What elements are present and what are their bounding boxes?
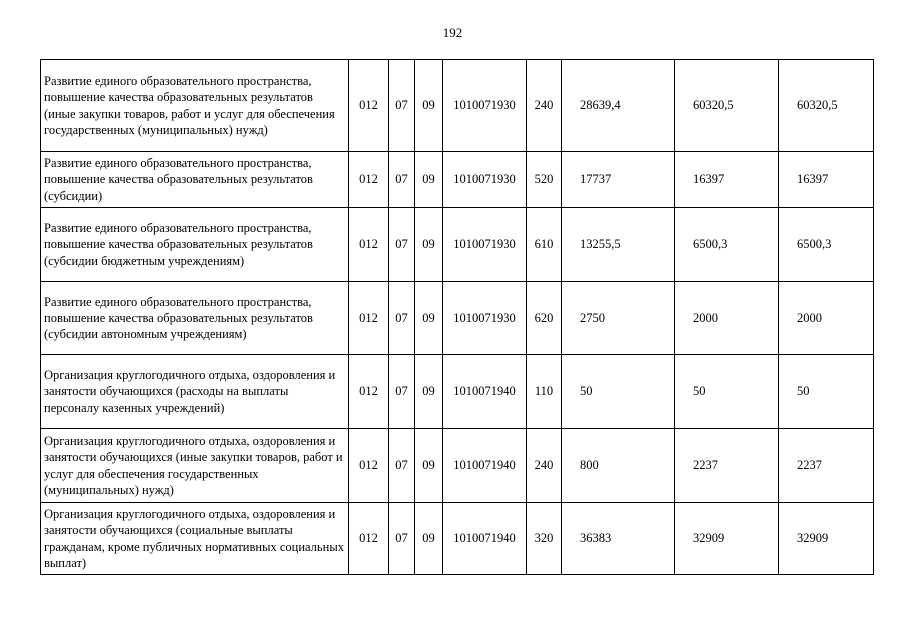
table-row <box>41 282 874 355</box>
expense-name-cell: Развитие единого образовательного пространства, повышение качества образовательных результатов (субсидии бюджетным учреждениям) <box>41 208 349 282</box>
table-row <box>41 429 874 503</box>
ministry-code-cell: 012 <box>349 152 389 208</box>
amount-2-cell: 6500,3 <box>675 208 779 282</box>
target-code-cell: 1010071940 <box>443 503 527 575</box>
expense-name-cell: Развитие единого образовательного пространства, повышение качества образовательных результатов (субсидии автономным учреждениям) <box>41 282 349 355</box>
section-code-cell: 07 <box>389 60 415 152</box>
amount-2-cell: 2237 <box>675 429 779 503</box>
expense-type-cell: 240 <box>527 429 562 503</box>
expense-type-cell: 610 <box>527 208 562 282</box>
target-code-cell: 1010071930 <box>443 152 527 208</box>
subsection-code-cell: 09 <box>415 152 443 208</box>
ministry-code-cell: 012 <box>349 282 389 355</box>
amount-1-cell: 800 <box>562 429 675 503</box>
subsection-code-cell: 09 <box>415 429 443 503</box>
expense-name-cell: Развитие единого образовательного пространства, повышение качества образовательных результатов (субсидии) <box>41 152 349 208</box>
amount-1-cell: 2750 <box>562 282 675 355</box>
amount-3-cell: 2000 <box>779 282 874 355</box>
amount-1-cell: 13255,5 <box>562 208 675 282</box>
amount-1-cell: 28639,4 <box>562 60 675 152</box>
amount-2-cell: 60320,5 <box>675 60 779 152</box>
amount-1-cell: 17737 <box>562 152 675 208</box>
amount-3-cell: 16397 <box>779 152 874 208</box>
section-code-cell: 07 <box>389 208 415 282</box>
table-row <box>41 208 874 282</box>
section-code-cell: 07 <box>389 503 415 575</box>
table-row <box>41 152 874 208</box>
target-code-cell: 1010071930 <box>443 60 527 152</box>
expense-name-cell: Организация круглогодичного отдыха, оздоровления и занятости обучающихся (социальные выплаты гражданам, кроме публичных нормативных социальных выплат) <box>41 503 349 575</box>
target-code-cell: 1010071930 <box>443 208 527 282</box>
ministry-code-cell: 012 <box>349 429 389 503</box>
ministry-code-cell: 012 <box>349 355 389 429</box>
amount-2-cell: 50 <box>675 355 779 429</box>
expense-name-cell: Организация круглогодичного отдыха, оздоровления и занятости обучающихся (иные закупки товаров, работ и услуг для обеспечения государственных (муниципальных) нужд) <box>41 429 349 503</box>
section-code-cell: 07 <box>389 429 415 503</box>
target-code-cell: 1010071930 <box>443 282 527 355</box>
ministry-code-cell: 012 <box>349 208 389 282</box>
amount-3-cell: 2237 <box>779 429 874 503</box>
amount-2-cell: 32909 <box>675 503 779 575</box>
section-code-cell: 07 <box>389 152 415 208</box>
amount-3-cell: 50 <box>779 355 874 429</box>
amount-2-cell: 16397 <box>675 152 779 208</box>
amount-3-cell: 6500,3 <box>779 208 874 282</box>
table-row <box>41 355 874 429</box>
expense-type-cell: 620 <box>527 282 562 355</box>
ministry-code-cell: 012 <box>349 60 389 152</box>
expense-name-cell: Организация круглогодичного отдыха, оздоровления и занятости обучающихся (расходы на выплаты персоналу казенных учреждений) <box>41 355 349 429</box>
subsection-code-cell: 09 <box>415 282 443 355</box>
section-code-cell: 07 <box>389 355 415 429</box>
expense-type-cell: 520 <box>527 152 562 208</box>
target-code-cell: 1010071940 <box>443 355 527 429</box>
expense-type-cell: 320 <box>527 503 562 575</box>
ministry-code-cell: 012 <box>349 503 389 575</box>
amount-1-cell: 50 <box>562 355 675 429</box>
expense-type-cell: 110 <box>527 355 562 429</box>
amount-1-cell: 36383 <box>562 503 675 575</box>
budget-table <box>40 59 874 575</box>
expense-name-cell: Развитие единого образовательного пространства, повышение качества образовательных результатов (иные закупки товаров, работ и услуг для обеспечения государственных (муниципальных) нужд) <box>41 60 349 152</box>
amount-3-cell: 32909 <box>779 503 874 575</box>
section-code-cell: 07 <box>389 282 415 355</box>
amount-3-cell: 60320,5 <box>779 60 874 152</box>
target-code-cell: 1010071940 <box>443 429 527 503</box>
table-row <box>41 503 874 575</box>
expense-type-cell: 240 <box>527 60 562 152</box>
subsection-code-cell: 09 <box>415 60 443 152</box>
subsection-code-cell: 09 <box>415 503 443 575</box>
subsection-code-cell: 09 <box>415 208 443 282</box>
subsection-code-cell: 09 <box>415 355 443 429</box>
table-row <box>41 60 874 152</box>
amount-2-cell: 2000 <box>675 282 779 355</box>
page-number: 192 <box>442 25 463 40</box>
